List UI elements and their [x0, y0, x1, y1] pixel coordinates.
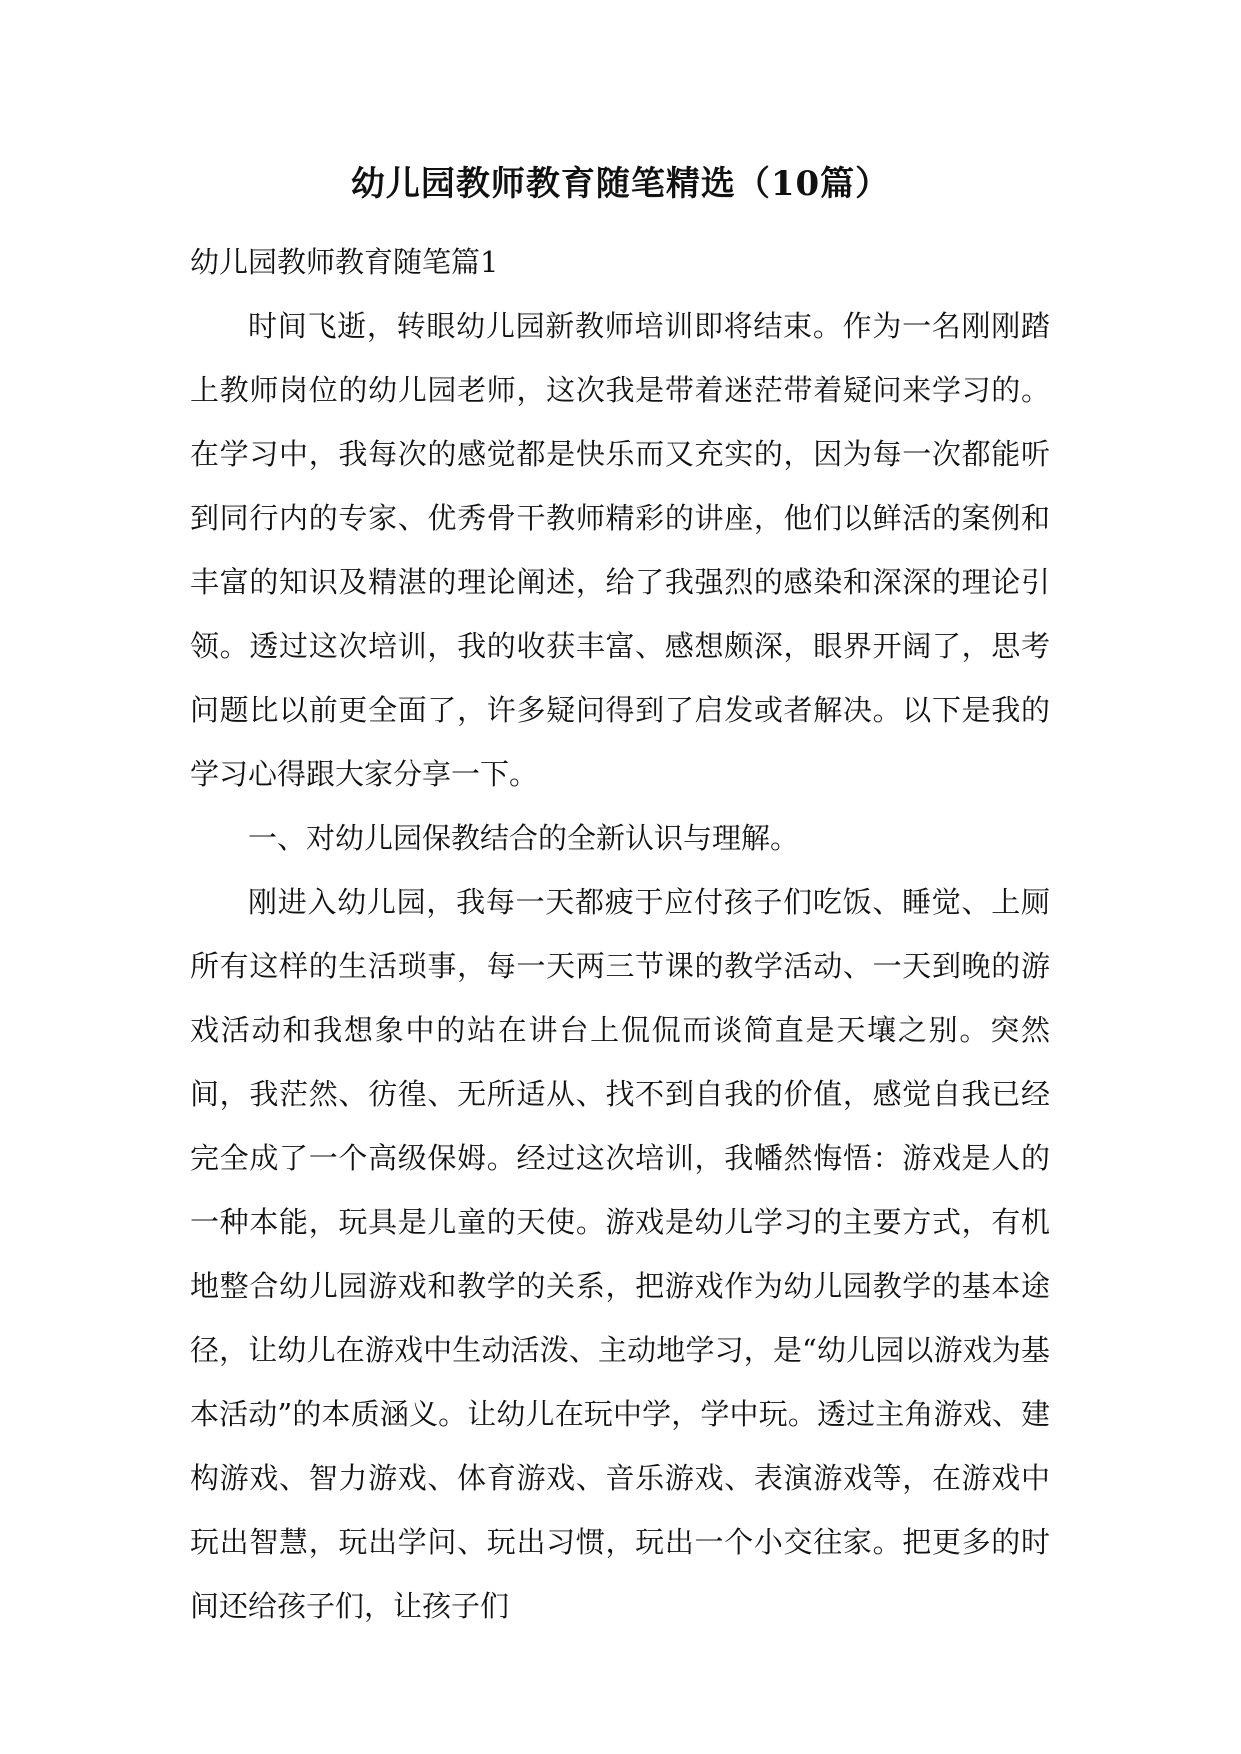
document-body	[190, 230, 1050, 1638]
paragraph-intro: 时间飞逝，转眼幼儿园新教师培训即将结束。作为一名刚刚踏上教师岗位的幼儿园老师，这次我是带着迷茫带着疑问来学习的。在学习中，我每次的感觉都是快乐而又充实的，因为每一次都能听到同行内的专家、优秀骨干教师精彩的讲座，他们以鲜活的案例和丰富的知识及精湛的理论阐述，给了我强烈的感染和深深的理论引领。透过这次培训，我的收获丰富、感想颇深，眼界开阔了，思考问题比以前更全面了，许多疑问得到了启发或者解决。以下是我的学习心得跟大家分享一下。	[190, 309, 1050, 791]
paragraph-section-one-body: 刚进入幼儿园，我每一天都疲于应付孩子们吃饭、睡觉、上厕所有这样的生活琐事，每一天两三节课的教学活动、一天到晚的游戏活动和我想象中的站在讲台上侃侃而谈简直是天壤之别。突然间，我茫然、彷徨、无所适从、找不到自我的价值，感觉自我已经完全成了一个高级保姆。经过这次培训，我幡然悔悟：游戏是人的一种本能，玩具是儿童的天使。游戏是幼儿学习的主要方式，有机地整合幼儿园游戏和教学的关系，把游戏作为幼儿园教学的基本途径，让幼儿在游戏中生动活泼、主动地学习，是“幼儿园以游戏为基本活动”的本质涵义。让幼儿在玩中学，学中玩。透过主角游戏、建构游戏、智力游戏、体育游戏、音乐游戏、表演游戏等，在游戏中玩出智慧，玩出学问、玩出习惯，玩出一个小交往家。把更多的时间还给孩子们，让孩子们	[190, 885, 1050, 1623]
paragraph-section-one-heading: 一、对幼儿园保教结合的全新认识与理解。	[248, 821, 800, 855]
section-heading: 幼儿园教师教育随笔篇1	[190, 245, 499, 279]
document-title: 幼儿园教师教育随笔精选（10篇）	[350, 164, 891, 204]
